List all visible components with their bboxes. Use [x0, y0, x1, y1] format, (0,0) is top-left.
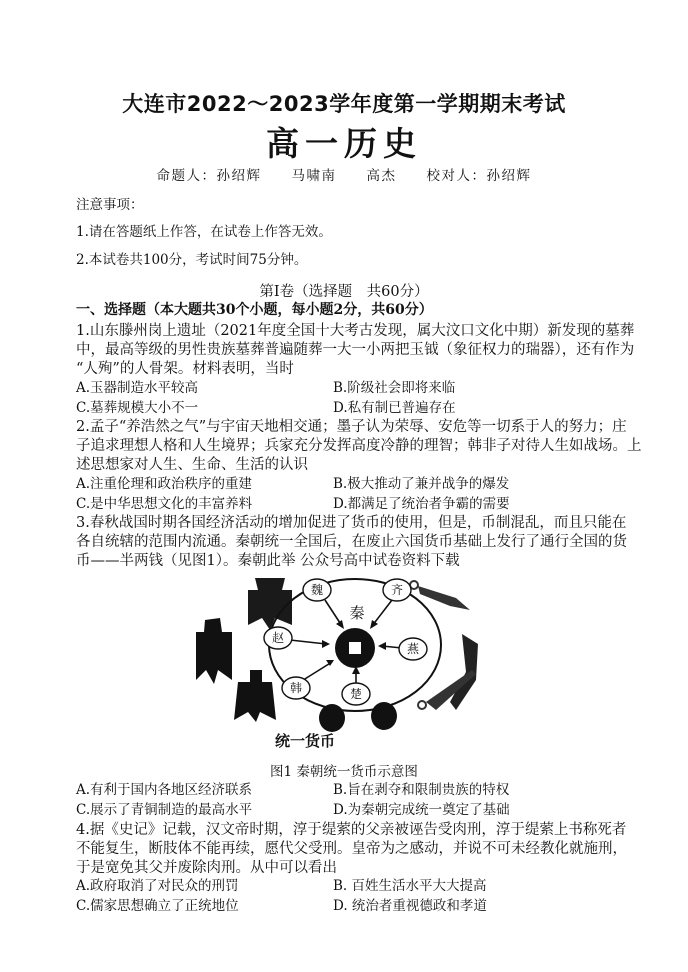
question-line: 述思想家对人生、生命、生活的认识: [76, 457, 308, 473]
option-b: B.极大推动了兼并战争的爆发: [333, 476, 510, 492]
question-line: 子追求理想人格和人生境界；兵家充分发挥高度冷静的理智；韩非子对待人生如战场。上: [76, 438, 642, 454]
knife-coin-icon: [410, 581, 470, 610]
notes-heading: 注意事项：: [76, 197, 144, 213]
question-line: 1.山东滕州岗上遗址（2021年度全国十大考古发现，属大汶口文化中期）新发现的墓葬: [76, 323, 635, 339]
question-line: 3.春秋战国时期各国经济活动的增加促进了货币的使用，但是，币制混乱，而且只能在: [76, 515, 627, 531]
option-c: C.墓葬规模大小不一: [76, 400, 199, 416]
state-label-chu: 楚: [349, 687, 363, 701]
state-label-han: 韩: [289, 681, 303, 695]
option-c: C.展示了青铜制造的最高水平: [76, 802, 253, 818]
option-a: A.有利于国内各地区经济联系: [76, 782, 253, 798]
question-line: 于是宽免其父并废除肉刑。从中可以看出: [76, 860, 337, 876]
currency-figure: [0, 570, 688, 760]
option-b: B.旨在剥夺和限制贵族的特权: [333, 782, 510, 798]
spade-coin-icon: [248, 578, 292, 630]
option-b: B.阶级社会即将来临: [333, 380, 456, 396]
section-heading: 一、选择题（本大题共30个小题，每小题2分，共60分）: [76, 302, 433, 318]
figure-caption: 图1 秦朝统一货币示意图: [270, 764, 418, 780]
option-c: C.儒家思想确立了正统地位: [76, 898, 239, 914]
option-a: A.注重伦理和政治秩序的重建: [76, 476, 253, 492]
note-item: 1.请在答题纸上作答，在试卷上作答无效。: [76, 224, 332, 240]
question-line: “人殉”的人骨架。材料表明，当时: [76, 361, 294, 377]
center-label-qin: 秦: [349, 604, 365, 622]
question-line: 不能复生，断肢体不能再续，愿代父受刑。皇帝为之感动，并说不可未经教化就施刑，: [76, 841, 627, 857]
exam-title: 大连市2022～2023学年度第一学期期末考试: [122, 92, 566, 116]
option-d: D.为秦朝完成统一奠定了基础: [333, 802, 510, 818]
spade-coin-icon: [234, 670, 276, 722]
option-d: D. 统治者重视德政和孝道: [333, 898, 487, 914]
state-label-zhao: 赵: [271, 631, 285, 645]
question-line: 中，最高等级的男性贵族墓葬普遍随葬一大一小两把玉钺（象征权力的瑞器），还有作为: [76, 342, 635, 358]
state-label-wei: 魏: [310, 583, 324, 597]
question-line: 2.孟子“养浩然之气”与宇宙天地相交通；墨子认为荣辱、安危等一切系于人的努力；庄: [76, 419, 627, 435]
figure-label: 统一货币: [274, 732, 336, 750]
state-label-qi: 齐: [390, 583, 404, 597]
exam-subject: 高一历史: [266, 124, 422, 163]
coin-icon: [371, 702, 397, 730]
question-line: 币——半两钱（见图1）。秦朝此举 公众号高中试卷资料下载: [76, 553, 460, 569]
option-c: C.是中华思想文化的丰富养料: [76, 496, 253, 512]
volume-heading: 第Ⅰ卷（选择题 共60分）: [259, 284, 429, 300]
state-label-yan: 燕: [406, 642, 420, 656]
option-a: A.政府取消了对民众的刑罚: [76, 878, 239, 894]
coin-hole: [349, 642, 361, 654]
option-b: B. 百姓生活水平大大提高: [333, 878, 487, 894]
exam-authors: 命题人：孙绍辉 马啸南 高杰 校对人：孙绍辉: [156, 168, 532, 184]
question-line: 4.据《史记》记载，汉文帝时期，淳于缇萦的父亲被诬告受肉刑，淳于缇萦上书称死者: [76, 822, 627, 838]
spade-coin-icon: [196, 618, 232, 684]
option-d: D.都满足了统治者争霸的需要: [333, 496, 510, 512]
option-a: A.玉器制造水平较高: [76, 380, 199, 396]
note-item: 2.本试卷共100分，考试时间75分钟。: [76, 252, 308, 268]
option-d: D.私有制已普遍存在: [333, 400, 456, 416]
question-line: 各自统辖的范围内流通。秦朝统一全国后，在废止六国货币基础上发行了通行全国的货: [76, 534, 627, 550]
